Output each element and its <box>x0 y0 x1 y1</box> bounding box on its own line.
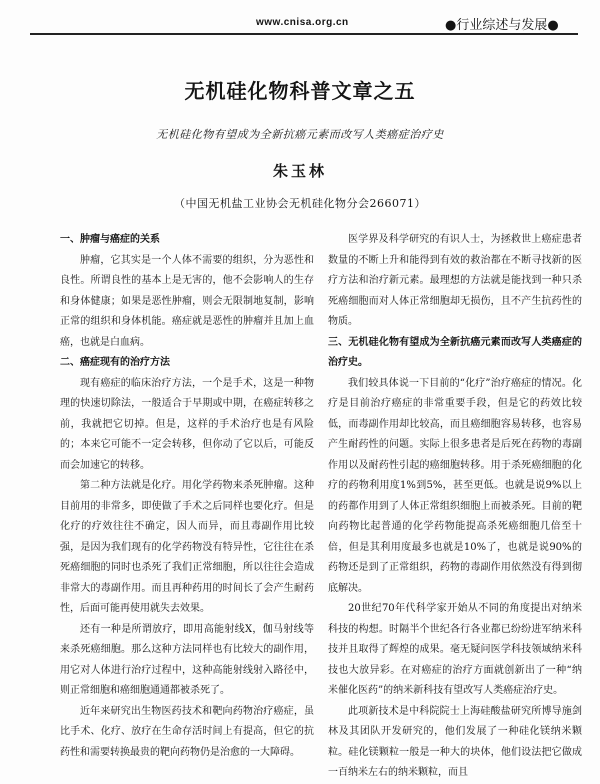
section-heading: 二、癌症现有的治疗方法 <box>60 357 170 368</box>
paragraph: 此项新技术是中科院院士上海硅酸盐研究所博导施剑林及其团队开发研究的，他们发展了一种硅化镁纳米颗粒。硅化镁颗粒一般是一种大的块体，他们设法把它做成一百纳米左右的纳米颗粒，而且 <box>328 705 582 778</box>
paragraph: 现有癌症的临床治疗方法，一个是手术，这是一种物理的快速切除法，一般适合于早期或中期，在癌症转移之前，我就把它切掉。但是，这样的手术治疗也是有风险的；本来它可能不一定会转移，但你动了它以后，可能反而会加速它的转移。 <box>60 377 314 471</box>
paragraph: 肿瘤，它其实是一个人体不需要的组织，分为恶性和良性。所谓良性的基本上是无害的，他不会影响人的生存和身体健康；如果是恶性肿瘤，则会无限制地复制，影响正常的组织和身体机能。癌症就是恶性的肿瘤并且加上血癌，也就是白血病。 <box>60 254 314 348</box>
paragraph: 我们较具体说一下目前的“化疗”治疗癌症的情况。化疗是目前治疗癌症的非常重要手段，但是它的药效比较低，而毒副作用却比较高，而且癌细胞容易转移，也容易产生耐药性的问题。实际上很多患者是后死在药物的毒副作用以及耐药性引起的癌细胞转移。用于杀死癌细胞的化疗的药物利用度1%到5%，甚至更低。也就是说9%以上的药都作用到了人体正常组织细胞上而被杀死。目前的靶向药物比起普通的化学药物能提高杀死癌细胞几倍至十倍，但是其利用度最多也就是10%了，也就是说90%的药物还是到了正常组织，药物的毒副作用依然没有得到彻底解决。 <box>328 377 582 594</box>
article-affiliation: （中国无机盐工业协会无机硅化物分会266071） <box>174 197 426 210</box>
paragraph: 还有一种是所谓放疗，即用高能射线X，伽马射线等来杀死癌细胞。那么这种方法同样也有比较大的副作用，用它对人体进行治疗过程中，这种高能射线射入路径中，则正常细胞和癌细胞通通都被杀死了。 <box>60 623 314 696</box>
left-column <box>60 230 314 763</box>
paragraph: 医学界及科学研究的有识人士，为拯救世上癌症患者数量的不断上升和能得到有效的救治都在不断寻找新的医疗方法和治疗新元素。最理想的方法就是能找到一种只杀死癌细胞而对人体正常细胞却无损伤，且不产生抗药性的物质。 <box>328 234 582 327</box>
paragraph: 近年来研究出生物医药技术和靶向药物治疗癌症，虽比手术、化疗、放疗在生命存活时间上有提高，但它的抗药性和需要转换最贵的靶向药物仍是治愈的一大障碍。 <box>60 705 314 758</box>
section-heading: 三、无机硅化物有望成为全新抗癌元素而改写人类癌症的治疗史。 <box>328 336 582 368</box>
section-heading: 一、肿瘤与癌症的关系 <box>60 234 160 245</box>
header-rule <box>30 33 578 35</box>
header-url: www.cnisa.org.cn <box>256 17 349 28</box>
header-section: ●行业综述与发展● <box>445 18 559 33</box>
article-author: 朱玉林 <box>272 162 327 180</box>
paragraph: 第二种方法就是化疗。用化学药物来杀死肿瘤。这种目前用的非常多，即使做了手术之后同样也要化疗。但是化疗的疗效往往不确定，因人而异，而且毒副作用比较强，是因为我们现有的化学药物没有特异性，它往往在杀死癌细胞的同时也杀死了我们正常细胞，所以往往会造成非常大的毒副作用。而且再种药用的时间长了会产生耐药性，后面可能再使用就失去效果。 <box>60 480 314 614</box>
article-subtitle: 无机硅化物有望成为全新抗癌元素而改写人类癌症治疗史 <box>156 128 444 141</box>
paragraph: 20世纪70年代科学家开始从不同的角度提出对纳米科技的构想。时隔半个世纪各行各业都已纷纷进军纳米科技并且取得了辉煌的成果。毫无疑问医学科技领域纳米科技也大放异彩。在对癌症的治疗方面就创新出了一种“纳米催化医药”的纳米新科技有望改写人类癌症治疗史。 <box>328 603 582 696</box>
right-column <box>328 230 582 784</box>
article-title: 无机硅化物科普文章之五 <box>184 79 416 103</box>
